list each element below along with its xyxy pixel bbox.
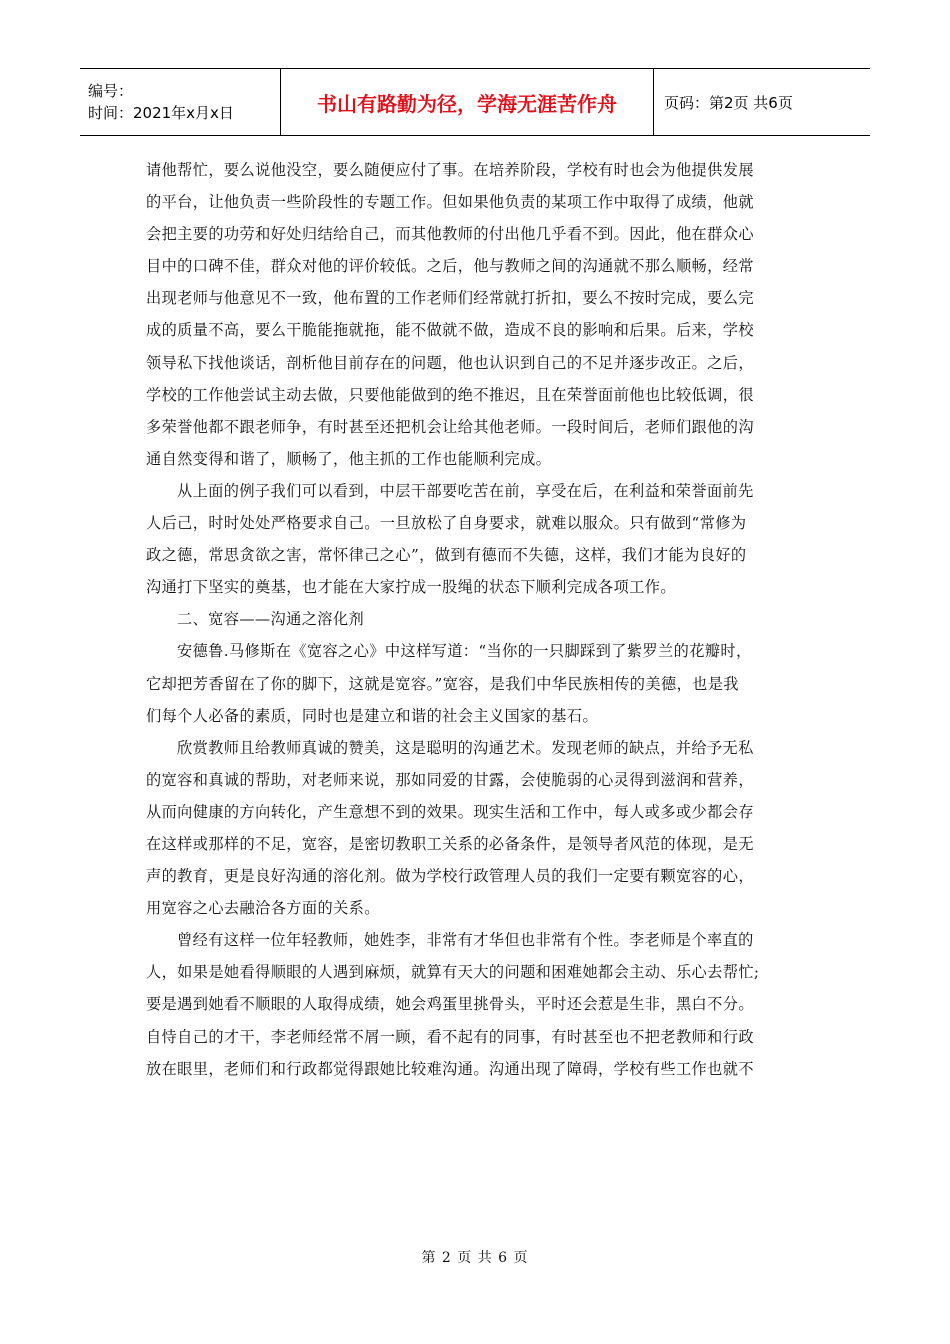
body-line: 要是遇到她看不顺眼的人取得成绩，她会鸡蛋里挑骨头，平时还会惹是生非，黑白不分。 <box>146 995 754 1014</box>
body-line: 政之德，常思贪欲之害，常怀律己之心”，做到有德而不失德，这样，我们才能为良好的 <box>146 546 747 565</box>
body-line: 领导私下找他谈话，剖析他目前存在的问题，他也认识到自己的不足并逐步改正。之后， <box>146 353 754 372</box>
body-line: 们每个人必备的素质，同时也是建立和谐的社会主义国家的基石。 <box>146 706 599 725</box>
body-line: 多荣誉他都不跟老师争，有时甚至还把机会让给其他老师。一段时间后，老师们跟他的沟 <box>146 417 754 436</box>
body-line: 放在眼里，老师们和行政都觉得跟她比较难沟通。沟通出现了障碍，学校有些工作也就不 <box>146 1059 754 1078</box>
body-line: 曾经有这样一位年轻教师，她姓李，非常有才华但也非常有个性。李老师是个率直的 <box>177 931 754 950</box>
body-line: 沟通打下坚实的奠基，也才能在大家拧成一股绳的状态下顺利完成各项工作。 <box>146 578 676 597</box>
body-line: 自恃自己的才干，李老师经常不屑一顾，看不起有的同事，有时甚至也不把老教师和行政 <box>146 1027 754 1046</box>
body-line: 人，如果是她看得顺眼的人遇到麻烦，就算有天大的问题和困难她都会主动、乐心去帮忙; <box>146 963 760 982</box>
body-line: 会把主要的功劳和好处归结给自己，而其他教师的付出他几乎看不到。因此，他在群众心 <box>146 225 754 244</box>
header-meta <box>80 69 281 135</box>
body-line: 人后己，时时处处严格要求自己。一旦放松了自身要求，就难以服众。只有做到“常修为 <box>146 514 747 533</box>
body-line: 通自然变得和谐了，顺畅了，他主抓的工作也能顺利完成。 <box>146 449 552 468</box>
header-motto: 书山有路勤为径，学海无涯苦作舟 <box>281 69 654 135</box>
body-line: 成的质量不高，要么干脆能拖就拖，能不做就不做，造成不良的影响和后果。后来，学校 <box>146 321 754 340</box>
body-line: 在这样或那样的不足，宽容，是密切教职工关系的必备条件，是领导者风范的体现，是无 <box>146 834 754 853</box>
document-body <box>146 154 801 1085</box>
body-line: 从而向健康的方向转化，产生意想不到的效果。现实生活和工作中，每人或多或少都会存 <box>146 802 754 821</box>
body-line: 的宽容和真诚的帮助，对老师来说，那如同爱的甘露，会使脆弱的心灵得到滋润和营养， <box>146 770 754 789</box>
body-line: 用宽容之心去融洽各方面的关系。 <box>146 899 380 918</box>
header-page-info: 页码：第2页 共6页 <box>664 93 793 112</box>
body-line: 的平台，让他负责一些阶段性的专题工作。但如果他负责的某项工作中取得了成绩，他就 <box>146 193 754 212</box>
body-line: 目中的口碑不佳，群众对他的评价较低。之后，他与教师之间的沟通就不那么顺畅，经常 <box>146 257 754 276</box>
page-header <box>80 68 870 136</box>
body-line: 出现老师与他意见不一致，他布置的工作老师们经常就打折扣，要么不按时完成，要么完 <box>146 289 754 308</box>
body-line: 学校的工作他尝试主动去做，只要他能做到的绝不推迟，且在荣誉面前他也比较低调，很 <box>146 385 754 404</box>
body-line: 安德鲁.马修斯在《宽容之心》中这样写道：“当你的一只脚踩到了紫罗兰的花瓣时， <box>177 642 752 661</box>
body-line: 从上面的例子我们可以看到，中层干部要吃苦在前，享受在后，在利益和荣誉面前先 <box>177 481 754 500</box>
body-line: 它却把芳香留在了你的脚下，这就是宽容。”宽容，是我们中华民族相传的美德，也是我 <box>146 674 739 693</box>
body-line: 声的教育，更是良好沟通的溶化剂。做为学校行政管理人员的我们一定要有颗宽容的心， <box>146 867 754 886</box>
document-time-label: 时间：2021年x月x日 <box>88 104 234 122</box>
page-footer: 第 2 页 共 6 页 <box>421 1250 529 1266</box>
document-number-label: 编号： <box>88 82 134 100</box>
section-heading: 二、宽容——沟通之溶化剂 <box>177 610 365 629</box>
body-line: 请他帮忙，要么说他没空，要么随便应付了事。在培养阶段，学校有时也会为他提供发展 <box>146 161 754 179</box>
body-line: 欣赏教师且给教师真诚的赞美，这是聪明的沟通艺术。发现老师的缺点，并给予无私 <box>177 738 754 757</box>
